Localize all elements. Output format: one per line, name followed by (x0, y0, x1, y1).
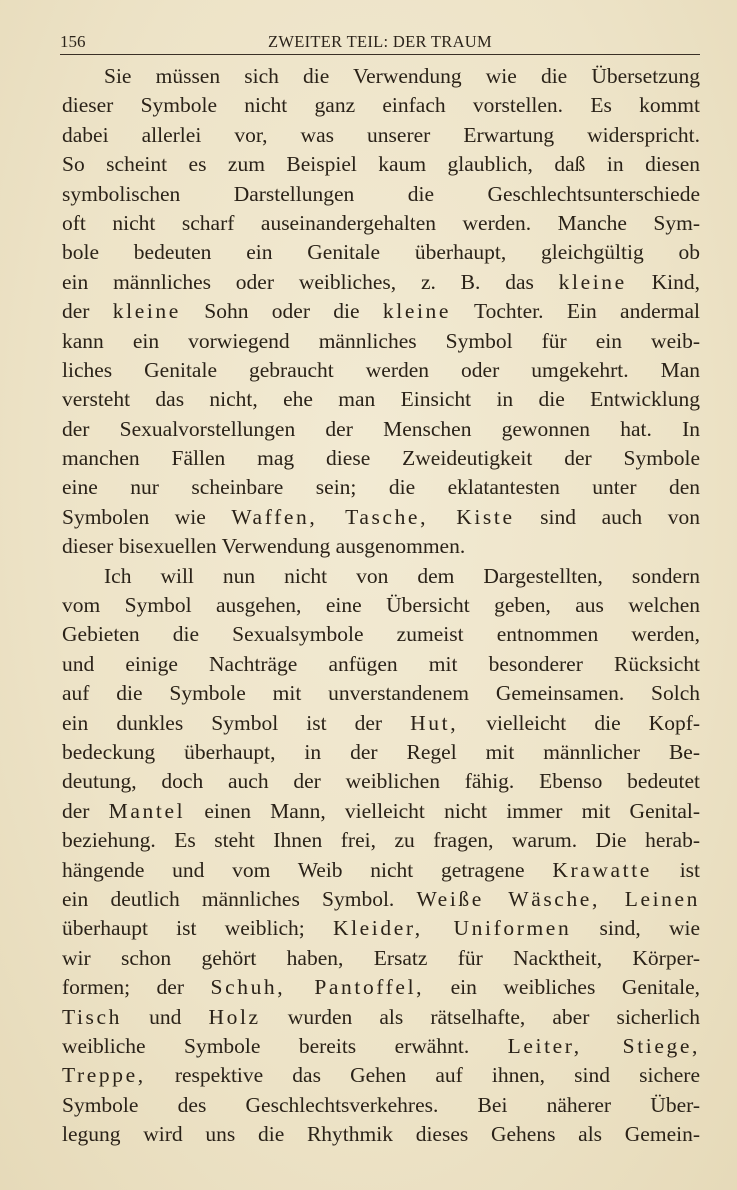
spaced-word: kleine (382, 299, 452, 324)
text-line: dabei allerlei vor, was unserer Erwartung widerspricht. (62, 122, 700, 147)
text-line: wir schon gehört haben, Ersatz für Nacktheit, Körper- (62, 945, 700, 970)
text-line: hängende und vom Weib nicht getragene Krawatte ist (62, 857, 700, 882)
spaced-word: Leiter, Stiege, (507, 1033, 700, 1058)
text-line: eine nur scheinbare sein; die eklatantesten unter den (62, 475, 700, 500)
spaced-word: Treppe, (62, 1063, 146, 1088)
text-line: ein männliches oder weibliches, z. B. das kleine Kind, (62, 269, 700, 294)
text-line: Symbole des Geschlechtsverkehres. Bei näherer Über- (62, 1092, 700, 1117)
text-line: So scheint es zum Beispiel kaum glaublich, daß in diesen (62, 152, 700, 177)
text-line: Gebieten die Sexualsymbole zumeist entnommen werden, (62, 622, 700, 647)
text-line: weibliche Symbole bereits erwähnt. Leiter, Stiege, (62, 1033, 700, 1058)
spaced-word: Krawatte (552, 857, 652, 882)
text-line: vom Symbol ausgehen, eine Übersicht geben, aus welchen (62, 593, 700, 618)
text-line: deutung, doch auch der weiblichen fähig. Ebenso bedeutet (62, 769, 700, 794)
spaced-word: Schuh, Pantoffel, (210, 975, 425, 1000)
spaced-word: Tisch (62, 1004, 123, 1029)
spaced-word: kleine (112, 299, 181, 324)
text-line: oft nicht scharf auseinandergehalten werden. Manche Sym- (62, 210, 700, 235)
text-line: der Sexualvorstellungen der Menschen gewonnen hat. In (62, 416, 700, 441)
text-line: versteht das nicht, ehe man Einsicht in die Entwicklung (62, 387, 700, 412)
text-line: Symbolen wie Waffen, Tasche, Kiste sind auch von (62, 504, 700, 529)
text-line: überhaupt ist weiblich; Kleider, Uniformen sind, wie (62, 916, 700, 941)
text-line: ein dunkles Symbol ist der Hut, vielleicht die Kopf- (62, 710, 700, 735)
text-line: Treppe, respektive das Gehen auf ihnen, sind sichere (62, 1063, 700, 1088)
page-number: 156 (60, 32, 86, 51)
text-line: Ich will nun nicht von dem Dargestellten, sondern (104, 563, 700, 588)
spaced-word: Holz (208, 1004, 261, 1029)
text-line: der Mantel einen Mann, vielleicht nicht immer mit Genital- (62, 798, 700, 823)
text-line: formen; der Schuh, Pantoffel, ein weibliches Genitale, (62, 975, 700, 1000)
spaced-word: Kleider, Uniformen (332, 916, 572, 941)
text-line: auf die Symbole mit unverstandenem Gemeinsamen. Solch (62, 681, 700, 706)
text-line: ein deutlich männliches Symbol. Weiße Wäsche, Leinen (62, 886, 700, 911)
body-text (62, 62, 700, 1149)
text-line: liches Genitale gebraucht werden oder umgekehrt. Man (62, 357, 700, 382)
text-line: symbolischen Darstellungen die Geschlechtsunterschiede (62, 181, 700, 206)
text-line: kann ein vorwiegend männliches Symbol für ein weib- (62, 328, 700, 353)
text-line: bole bedeuten ein Genitale überhaupt, gleichgültig ob (62, 240, 700, 265)
text-line: bedeckung überhaupt, in der Regel mit männlicher Be- (62, 739, 700, 764)
text-line: und einige Nachträge anfügen mit besonderer Rücksicht (62, 651, 700, 676)
text-line: Tisch und Holz wurden als rätselhafte, aber sicherlich (62, 1004, 700, 1029)
text-line: Sie müssen sich die Verwendung wie die Übersetzung (104, 64, 700, 88)
text-line: manchen Fällen mag diese Zweideutigkeit der Symbole (62, 446, 700, 471)
spaced-word: Mantel (108, 798, 186, 823)
text-line: beziehung. Es steht Ihnen frei, zu fragen, warum. Die herab- (62, 828, 700, 853)
text-line: dieser bisexuellen Verwendung ausgenommen. (62, 534, 466, 559)
spaced-word: kleine (558, 269, 627, 294)
running-head: ZWEITER TEIL: DER TRAUM (268, 32, 492, 51)
text-line: der kleine Sohn oder die kleine Tochter. Ein andermal (62, 299, 700, 324)
spaced-word: Hut, (410, 710, 459, 735)
text-line: dieser Symbole nicht ganz einfach vorstellen. Es kommt (62, 93, 700, 118)
page-header (60, 32, 700, 55)
spaced-word: Waffen, Tasche, Kiste (231, 504, 515, 529)
text-line: legung wird uns die Rhythmik dieses Gehens als Gemein- (62, 1122, 700, 1147)
spaced-word: Weiße Wäsche, Leinen (416, 886, 700, 911)
